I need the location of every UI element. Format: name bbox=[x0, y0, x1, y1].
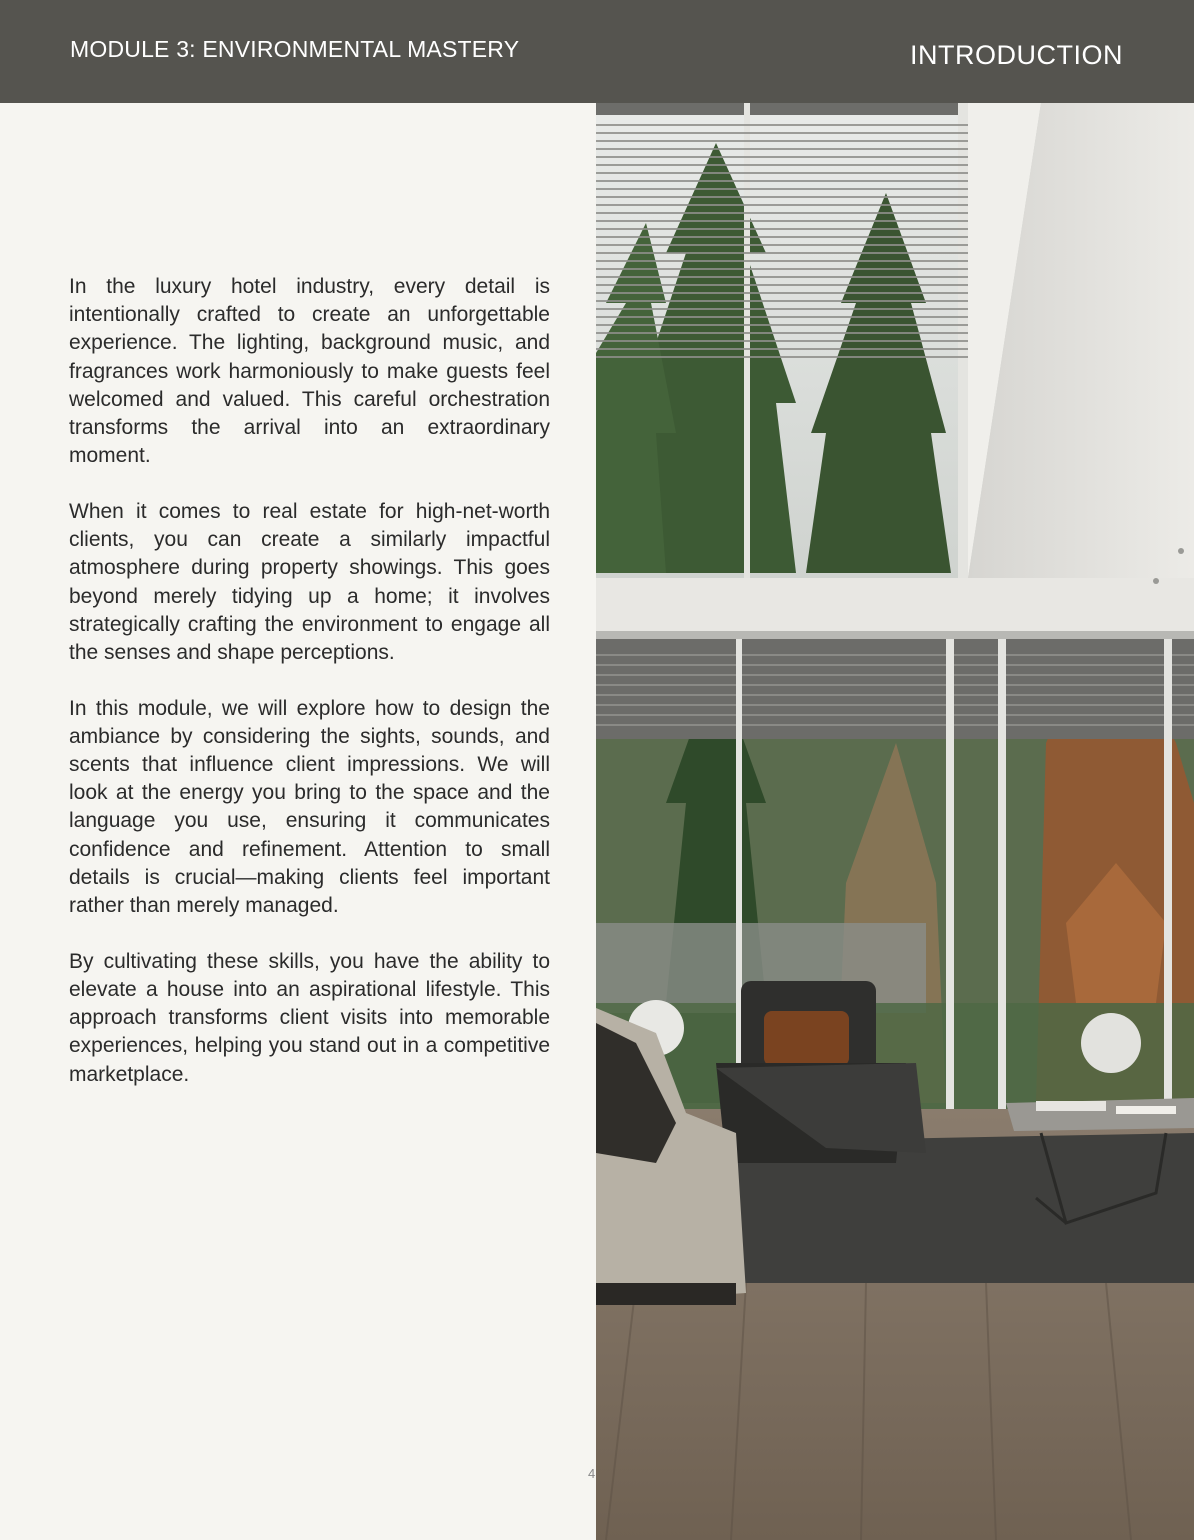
paragraph-conclusion: By cultivating these skills, you have the ability to elevate a house into an aspirational lifestyle. This approach transforms client visits into memorable experiences, helping you stand out in a competitive marketplace. bbox=[69, 949, 550, 1086]
module-title: MODULE 3: ENVIRONMENTAL MASTERY bbox=[70, 36, 520, 62]
section-title: INTRODUCTION bbox=[910, 40, 1123, 70]
paragraph-module-overview: In this module, we will explore how to design the ambiance by considering the sights, sounds, and scents that influence client impressions. We will look at the energy you bring to the space and the language you use, ensuring it communicates confidence and refinement. Attention to small details is crucial—making clients feel important rather than merely managed. bbox=[69, 696, 550, 918]
interior-photo-illustration bbox=[596, 103, 1194, 1540]
body-text bbox=[69, 273, 550, 1116]
page-header bbox=[0, 0, 1194, 103]
paragraph-intro: In the luxury hotel industry, every detail is intentionally crafted to create an unforgettable experience. The lighting, background music, and fragrances work harmoniously to make guests feel welcomed and valued. This careful orchestration transforms the arrival into an extraordinary moment. bbox=[69, 275, 550, 468]
paragraph-real-estate: When it comes to real estate for high-net-worth clients, you can create a similarly impactful atmosphere during property showings. This goes beyond merely tidying up a home; it involves strategically crafting the environment to engage all the senses and shape perceptions. bbox=[69, 499, 550, 664]
page-number: 4 bbox=[588, 1466, 596, 1481]
interior-photo bbox=[596, 103, 1194, 1540]
